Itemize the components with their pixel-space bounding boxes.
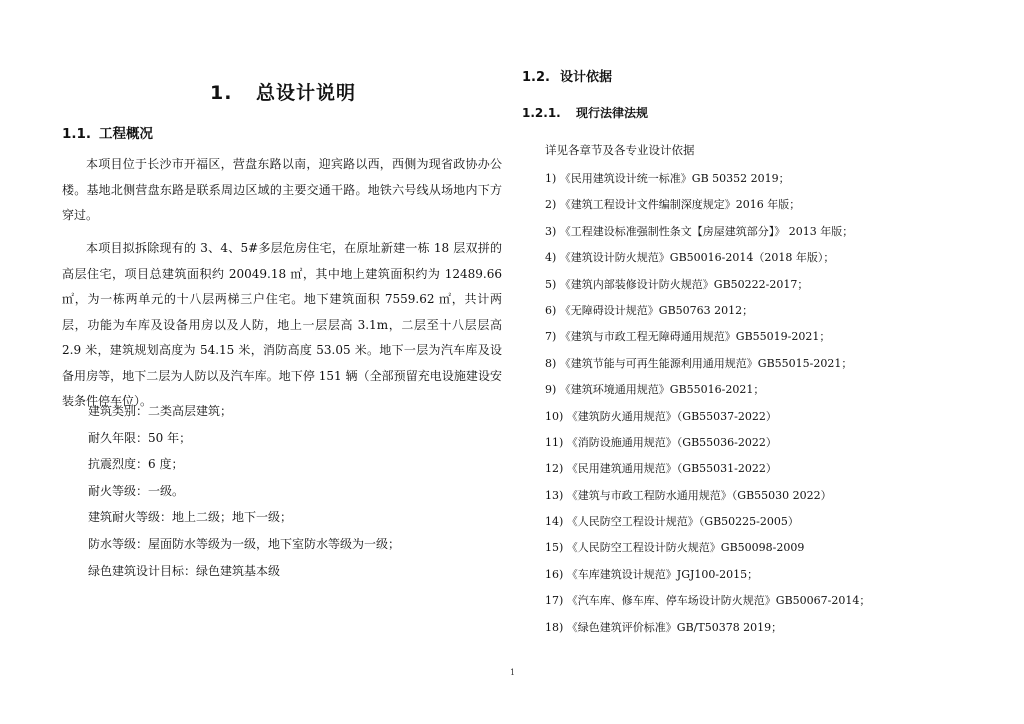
attribute-item: 防水等级：屋面防水等级为一级，地下室防水等级为一级；	[88, 536, 401, 551]
law-item: 9) 《建筑环境通用规范》GB55016-2021；	[545, 383, 765, 397]
title-number: 1.	[210, 82, 233, 104]
laws-list	[545, 166, 870, 641]
attribute-item: 抗震烈度：6 度；	[88, 457, 184, 472]
section-heading-text: 工程概况	[99, 126, 154, 142]
section-overview-heading	[62, 122, 153, 142]
law-item: 10) 《建筑防火通用规范》（GB55037-2022）	[545, 409, 777, 423]
attribute-item: 耐久年限：50 年；	[88, 430, 192, 445]
law-item: 11) 《消防设施通用规范》（GB55036-2022）	[545, 435, 777, 449]
document-title	[210, 78, 356, 105]
attribute-item: 建筑类别：二类高层建筑；	[88, 404, 233, 418]
law-item: 16) 《车库建筑设计规范》JGJ100-2015；	[545, 567, 759, 581]
law-item: 12) 《民用建筑通用规范》（GB55031-2022）	[545, 462, 777, 476]
subsection-laws-heading	[522, 104, 648, 121]
section-number: 1.1.	[62, 126, 92, 142]
attribute-item: 绿色建筑设计目标：绿色建筑基本级	[88, 563, 281, 578]
section-heading-text: 设计依据	[559, 70, 612, 85]
law-item: 17) 《汽车库、修车库、停车场设计防火规范》GB50067-2014；	[545, 594, 871, 608]
subsection-number: 1.2.1.	[522, 106, 561, 120]
attribute-item: 耐火等级：一级。	[88, 483, 185, 498]
law-item: 18) 《绿色建筑评价标准》GB/T50378 2019；	[545, 620, 783, 634]
laws-intro-text: 详见各章节及各专业设计依据	[545, 143, 695, 157]
law-item: 4) 《建筑设计防火规范》GB50016-2014（2018 年版）；	[545, 251, 835, 265]
law-item: 14) 《人民防空工程设计规范》（GB50225-2005）	[545, 515, 799, 529]
law-item: 1) 《民用建筑设计统一标准》GB 50352 2019；	[545, 172, 790, 185]
section-basis-heading	[522, 66, 612, 85]
law-item: 15) 《人民防空工程设计防火规范》GB50098-2009	[545, 541, 805, 555]
law-item: 8) 《建筑节能与可再生能源利用通用规范》GB55015-2021；	[545, 356, 853, 370]
law-item: 7) 《建筑与市政工程无障碍通用规范》GB55019-2021；	[545, 330, 831, 344]
overview-paragraph: 本项目拟拆除现有的 3、4、5#多层危房住宅，在原址新建一栋 18 层双拼的高层住宅，项目总建筑面积约 20049.18 ㎡，其中地上建筑面积约为 12489.66 ㎡，为一栋两单元的十八层两梯三户住宅。地下建筑面积 7559.62 ㎡，共计两层，功能为车库及设备用房以及人防，地上一层层高 3.1m，二层至十八层层高 2.9 米，建筑规划高度为 54.15 米，消防高度 53.05 米。地下一层为汽车库及设备用房等，地下二层为人防以及汽车库。地下停 151 辆（全部预留充电设施建设安装条件停车位）。	[62, 241, 502, 408]
attribute-item: 建筑耐火等级：地上二级；地下一级；	[88, 510, 293, 525]
law-item: 5) 《建筑内部装修设计防火规范》GB50222-2017；	[545, 277, 809, 291]
law-item: 6) 《无障碍设计规范》GB50763 2012；	[545, 303, 754, 317]
law-item: 13) 《建筑与市政工程防水通用规范》（GB55030 2022）	[545, 488, 832, 502]
subsection-heading-text: 现行法律法规	[576, 106, 649, 120]
section-number: 1.2.	[522, 70, 550, 85]
page-number: 1	[510, 668, 516, 677]
law-item: 2) 《建筑工程设计文件编制深度规定》2016 年版；	[545, 198, 801, 212]
law-item: 3) 《工程建设标准强制性条文【房屋建筑部分】》 2013 年版；	[545, 224, 854, 238]
building-attributes-list	[88, 398, 400, 584]
title-text: 总设计说明	[256, 82, 357, 104]
overview-paragraph: 本项目位于长沙市开福区，营盘东路以南，迎宾路以西，西侧为现省政协办公楼。基地北侧营盘东路是联系周边区域的主要交通干路。地铁六号线从场地内下方穿过。	[62, 157, 502, 222]
